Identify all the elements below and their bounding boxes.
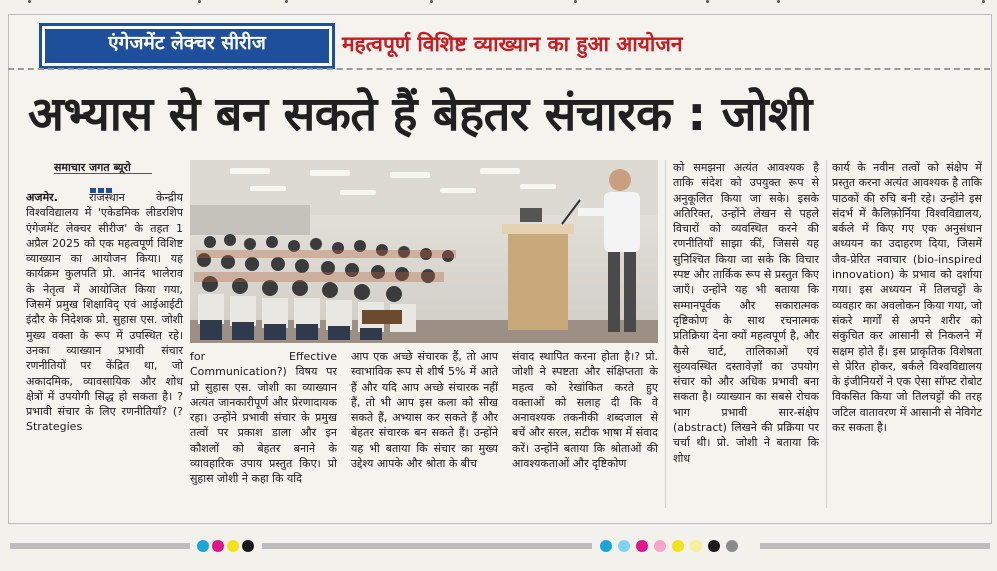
gray-bar <box>10 543 190 549</box>
article-column-5 <box>673 160 819 508</box>
lecture-hall-illustration <box>190 160 658 343</box>
article-column-3 <box>351 349 498 509</box>
gray-bar <box>262 543 592 549</box>
registration-dot <box>672 540 684 552</box>
registration-dot <box>690 540 702 552</box>
article-column-2 <box>190 349 337 509</box>
column-6-text: कार्य के नवीन तत्वों को संक्षेप में प्रस्तुत करना अत्यंत आवश्यक है ताकि पाठकों की रुचि बनी रहे। उन्होंने इस संदर्भ में कैलिफ़ोर्निया विश्वविद्यालय, बर्कले में किए गए एक अनुसंधान अध्ययन का उदाहरण दिया, जिसमें जैव-प्रेरित नवाचार (bio-inspired innovation) के प्रभाव को दर्शाया गया। इस अध्ययन में तिलचट्टों के व्यवहार का अवलोकन किया गया, जो संकरे मार्गों से अपने शरीर को संकुचित कर आसानी से निकलने में सक्षम होते हैं। इस प्राकृतिक विशेषता से प्रेरित होकर, बर्कले विश्वविद्यालय के इंजीनियरों ने एक ऐसा सॉफ्ट रोबोट विकसित किया जो तिलचट्टों की तरह जटिल वातावरण में आसानी से नेविगेट कर सकता है। <box>832 161 982 435</box>
byline-rule <box>54 173 152 174</box>
top-registration-dots <box>0 0 997 6</box>
byline-ornament <box>90 178 114 183</box>
registration-dot <box>708 540 720 552</box>
registration-dot <box>197 540 209 552</box>
kicker-headline: महत्वपूर्ण विशिष्ट व्याख्यान का हुआ आयोजन <box>342 32 683 56</box>
article-column-6 <box>832 160 982 508</box>
byline: समाचार जगत ब्यूरो <box>54 161 131 174</box>
kicker-label: एंगेजमेंट लेक्चर सीरीज <box>45 29 329 63</box>
gray-bar <box>760 543 990 549</box>
color-registration-bar <box>0 540 997 552</box>
article-column-4 <box>512 349 658 509</box>
column-2-text: for Effective Communication?) विषय पर प्रो सुहास एस. जोशी का व्याख्यान अत्यंत जानकारीपूर्ण और प्रेरणादायक रहा। उन्होंने प्रभावी संचार के प्रमुख तत्वों पर प्रकाश डाला और इन कौशलों को बेहतर बनाने के व्यावहारिक उपाय प्रस्तुत किए। प्रो सुहास जोशी ने कहा कि यदि <box>190 350 337 486</box>
column-5-text: को समझना अत्यंत आवश्यक है ताकि संदेश को उपयुक्त रूप से अनुकूलित किया जा सके। इसके अतिरिक्त, उन्होंने लेखन से पहले विचारों को व्यवस्थित करने की रणनीतियाँ साझा कीं, जिससे यह सुनिश्चित किया जा सके कि विचार स्पष्ट और तार्किक रूप से प्रस्तुत किए जाएँ। उन्होंने यह भी बताया कि सम्मानपूर्वक और सकारात्मक दृष्टिकोण के साथ रचनात्मक प्रतिक्रिया देना क्यों महत्वपूर्ण है, और कैसे चार्ट, तालिकाओं एवं सुव्यवस्थित दस्तावेज़ों का उपयोग संचार को और अधिक प्रभावी बना सकता है। व्याख्यान का सबसे रोचक भाग प्रभावी सार-संक्षेप (abstract) लिखने की प्रक्रिया पर चर्चा थी। प्रो. जोशी ने बताया कि शोध <box>673 161 819 465</box>
column-rule <box>665 160 666 508</box>
registration-dot <box>726 540 738 552</box>
registration-dot <box>212 540 224 552</box>
column-4-text: संवाद स्थापित करना होता है।? प्रो. जोशी ने स्पष्टता और संक्षिप्तता के महत्व को रेखांकित करते हुए वक्ताओं को सलाह दी कि वे अनावश्यक तकनीकी शब्दजाल से बचें और सरल, सटीक भाषा में संवाद करें। उन्होंने बताया कि श्रोताओं की आवश्यकताओं और दृष्टिकोण <box>512 350 658 471</box>
registration-dot <box>636 540 648 552</box>
lecture-photo <box>190 160 658 343</box>
dateline: अजमेर. <box>26 191 58 204</box>
registration-dot <box>242 540 254 552</box>
registration-dot <box>654 540 666 552</box>
registration-dot <box>600 540 612 552</box>
main-headline: अभ्यास से बन सकते हैं बेहतर संचारक : जोशी <box>28 87 812 142</box>
kicker-badge <box>39 23 335 69</box>
dashed-divider <box>8 68 990 70</box>
column-3-text: आप एक अच्छे संचारक हैं, तो आप स्वाभाविक रूप से शीर्ष 5% में आते हैं और यदि आप अच्छे संचारक नहीं हैं, तो भी आप इस कला को सीख सकते हैं, अभ्यास कर सकते हैं और बेहतर संचारक बन सकते हैं। उन्होंने यह भी बताया कि संचार का मुख्य उद्देश्य आपके और श्रोता के बीच <box>351 350 498 471</box>
registration-dot <box>227 540 239 552</box>
article-column-1 <box>26 190 183 508</box>
column-rule <box>826 160 827 508</box>
registration-dot <box>618 540 630 552</box>
column-1-text: राजस्थान केन्द्रीय विश्वविद्यालय में 'एकेडमिक लीडरशिप एंगेजमेंट लेक्चर सीरीज' के तहत 1 अप्रैल 2025 को एक महत्वपूर्ण विशिष्ट व्याख्यान का आयोजन किया। यह कार्यक्रम कुलपति प्रो. आनंद भालेराव के नेतृत्व में आयोजित किया गया, जिसमें प्रमुख शिक्षाविद् एवं आईआईटी इंदौर के निदेशक प्रो. सुहास एस. जोशी मुख्य वक्ता के रूप में उपस्थित रहे। उनका व्याख्यान प्रभावी संचार रणनीतियों पर केंद्रित था, जो अकादमिक, व्यावसायिक और शोध क्षेत्रों में उपयोगी सिद्ध हो सकता है। ?प्रभावी संचार के लिए रणनीतियाँ? (?Strategies <box>26 191 183 434</box>
